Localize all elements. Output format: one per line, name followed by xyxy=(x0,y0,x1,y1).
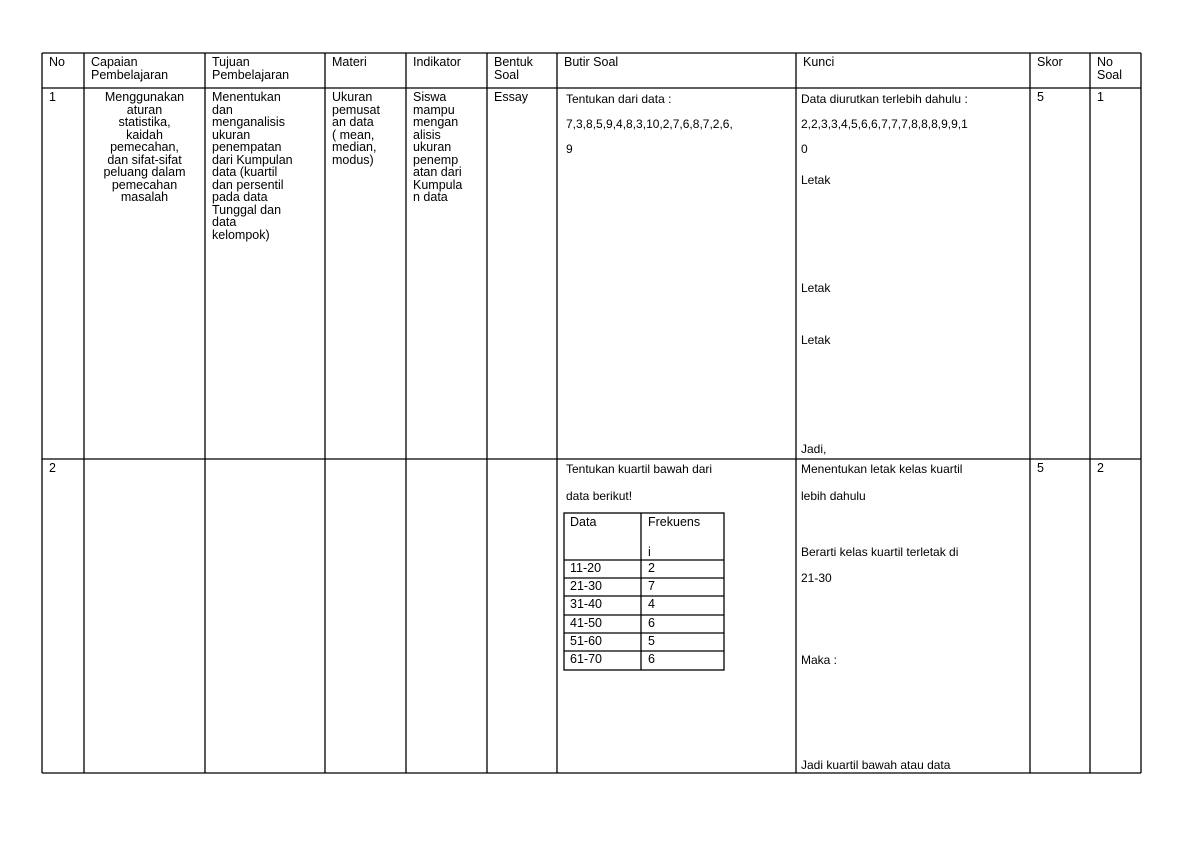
header-bentuk-soal: Bentuk Soal xyxy=(494,55,533,82)
freq-header-frekuensi-wrap: i xyxy=(648,545,651,559)
freq-cell-class: 11-20 xyxy=(570,561,602,575)
freq-header-frekuensi: Frekuens xyxy=(648,515,701,529)
freq-cell-class: 21-30 xyxy=(570,579,602,593)
row1-kunci-letak: Letak xyxy=(801,333,831,347)
freq-cell-class: 31-40 xyxy=(570,597,602,611)
row1-kunci-letak: Letak xyxy=(801,281,831,295)
row1-butir-line: Tentukan dari data : xyxy=(566,92,672,106)
row2-kunci-line: Jadi kuartil bawah atau data xyxy=(801,758,951,772)
row2-kunci-line: 21-30 xyxy=(801,571,832,585)
row1-kunci-line: 2,2,3,3,4,5,6,6,7,7,7,8,8,8,9,9,1 xyxy=(801,117,968,131)
row2-kunci-line: lebih dahulu xyxy=(801,489,866,503)
row1-no-soal: 1 xyxy=(1097,90,1104,104)
row1-no: 1 xyxy=(49,90,56,104)
row1-butir-line: 9 xyxy=(566,142,573,156)
row2-butir-line: Tentukan kuartil bawah dari xyxy=(566,462,713,476)
freq-header-data: Data xyxy=(570,515,597,529)
row1-indikator: Siswa mampu mengan alisis ukuran penemp atan dari Kumpula n data xyxy=(413,90,463,204)
header-no-soal: No Soal xyxy=(1097,55,1123,82)
header-capaian: Capaian Pembelajaran xyxy=(91,55,169,82)
row2-kunci-line: Menentukan letak kelas kuartil xyxy=(801,462,963,476)
freq-cell-class: 51-60 xyxy=(570,634,602,648)
row2-skor: 5 xyxy=(1037,461,1044,475)
row1-capaian: Menggunakan aturan statistika, kaidah pemecahan, dan sifat-sifat peluang dalam pemecahan masalah xyxy=(103,90,186,204)
row1-skor: 5 xyxy=(1037,90,1044,104)
row1-materi: Ukuran pemusat an data ( mean, median, modus) xyxy=(332,90,380,167)
header-no: No xyxy=(49,55,65,69)
row1-tujuan: Menentukan dan menganalisis ukuran penempatan dari Kumpulan data (kuartil dan persentil pada data Tunggal dan data kelompok) xyxy=(212,90,293,242)
row2-butir-line: data berikut! xyxy=(566,489,633,503)
freq-cell-class: 41-50 xyxy=(570,616,602,630)
row1-kunci-letak: Letak xyxy=(801,173,831,187)
freq-cell-frequency: 2 xyxy=(648,561,655,575)
header-materi: Materi xyxy=(332,55,367,69)
row2-kunci-line: Maka : xyxy=(801,653,838,667)
header-butir-soal: Butir Soal xyxy=(564,55,619,69)
row2-no: 2 xyxy=(49,461,56,475)
header-tujuan: Tujuan Pembelajaran xyxy=(212,55,290,82)
row1-kunci-jadi: Jadi, xyxy=(801,442,827,456)
header-indikator: Indikator xyxy=(413,55,461,69)
row2-no-soal: 2 xyxy=(1097,461,1104,475)
freq-cell-frequency: 6 xyxy=(648,616,655,630)
row1-kunci-line: Data diurutkan terlebih dahulu : xyxy=(801,92,968,106)
row1-kunci-line: 0 xyxy=(801,142,808,156)
freq-cell-frequency: 7 xyxy=(648,579,655,593)
freq-cell-frequency: 6 xyxy=(648,652,655,666)
row2-kunci-line: Berarti kelas kuartil terletak di xyxy=(801,545,959,559)
freq-cell-frequency: 5 xyxy=(648,634,655,648)
row1-butir-line: 7,3,8,5,9,4,8,3,10,2,7,6,8,7,2,6, xyxy=(566,117,733,131)
header-kunci: Kunci xyxy=(803,55,835,69)
row1-bentuk: Essay xyxy=(494,90,529,104)
header-skor: Skor xyxy=(1037,55,1063,69)
freq-cell-frequency: 4 xyxy=(648,597,655,611)
freq-cell-class: 61-70 xyxy=(570,652,602,666)
